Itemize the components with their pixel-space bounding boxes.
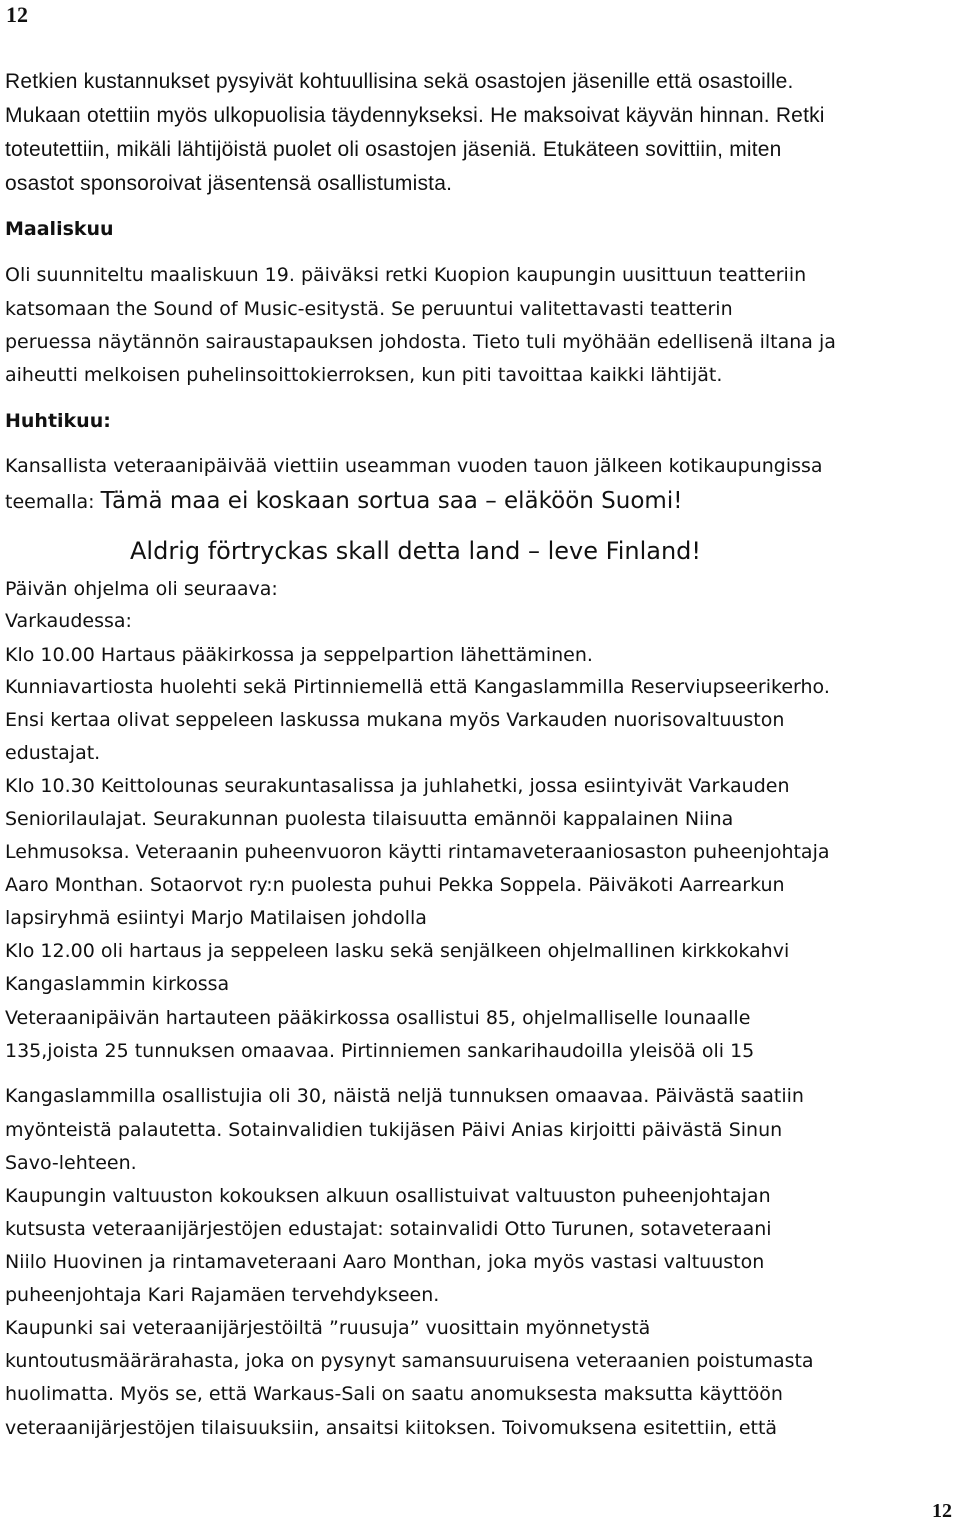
heading-april: Huhtikuu:: [5, 410, 111, 432]
closing-line: veteraanijärjestöjen tilaisuuksiin, ansaitsi kiitoksen. Toivomuksena esitettiin, että: [5, 1417, 778, 1439]
theme-prefix: teemalla:: [5, 491, 101, 513]
program-line: 135,joista 25 tunnuksen omaavaa. Pirtinniemen sankarihaudoilla yleisöä oli 15: [5, 1040, 755, 1062]
program-line: Aaro Monthan. Sotaorvot ry:n puolesta puhui Pekka Soppela. Päiväkoti Aarrearkun: [5, 874, 785, 896]
paragraph-line: osastot sponsoroivat jäsentensä osallistumista.: [5, 172, 453, 195]
closing-line: kutsusta veteraanijärjestöjen edustajat: sotainvalidi Otto Turunen, sotaveteraani: [5, 1218, 772, 1240]
page-number-bottom: 12: [932, 1500, 952, 1522]
program-line: Klo 12.00 oli hartaus ja seppeleen lasku sekä senjälkeen ohjelmallinen kirkkokahvi: [5, 940, 790, 962]
paragraph-line: Oli suunniteltu maaliskuun 19. päiväksi retki Kuopion kaupungin uusittuun teatteriin: [5, 264, 807, 286]
program-line: Varkaudessa:: [5, 610, 132, 632]
program-line: lapsiryhmä esiintyi Marjo Matilaisen johdolla: [5, 907, 427, 929]
closing-line: Kangaslammilla osallistujia oli 30, näistä neljä tunnuksen omaavaa. Päivästä saatiin: [5, 1085, 804, 1107]
program-line: Kunniavartiosta huolehti sekä Pirtinniemellä että Kangaslammilla Reserviupseerikerho.: [5, 676, 830, 698]
theme-text: Tämä maa ei koskaan sortua saa – eläköön Suomi!: [100, 488, 683, 514]
program-line: Klo 10.30 Keittolounas seurakuntasalissa ja juhlahetki, jossa esiintyivät Varkauden: [5, 775, 790, 797]
closing-line: Niilo Huovinen ja rintamaveteraani Aaro Monthan, joka myös vastasi valtuuston: [5, 1251, 765, 1273]
paragraph-line: peruessa näytännön sairaustapauksen johdosta. Tieto tuli myöhään edellisenä iltana ja: [5, 331, 836, 353]
program-line: Klo 10.00 Hartaus pääkirkossa ja seppelpartion lähettäminen.: [5, 644, 593, 666]
program-line: Lehmusoksa. Veteraanin puheenvuoron käytti rintamaveteraaniosaston puheenjohtaja: [5, 841, 830, 863]
program-line: Kangaslammin kirkossa: [5, 973, 230, 995]
theme-line: [5, 488, 955, 514]
closing-line: huolimatta. Myös se, että Warkaus-Sali on saatu anomuksesta maksutta käyttöön: [5, 1383, 783, 1405]
paragraph-line: aiheutti melkoisen puhelinsoittokierroksen, kun piti tavoittaa kaikki lähtijät.: [5, 364, 723, 386]
paragraph-line: toteutettiin, mikäli lähtijöistä puolet oli osastojen jäseniä. Etukäteen sovittiin, miten: [5, 138, 782, 161]
closing-line: Kaupungin valtuuston kokouksen alkuun osallistuivat valtuuston puheenjohtajan: [5, 1185, 771, 1207]
paragraph-line: Mukaan otettiin myös ulkopuolisia täydennykseksi. He maksoivat käyvän hinnan. Retki: [5, 104, 825, 127]
paragraph-line: katsomaan the Sound of Music-esitystä. Se peruuntui valitettavasti teatterin: [5, 298, 733, 320]
program-line: Veteraanipäivän hartauteen pääkirkossa osallistui 85, ohjelmalliselle lounaalle: [5, 1007, 751, 1029]
paragraph-line: Retkien kustannukset pysyivät kohtuullisina sekä osastojen jäsenille että osastoille.: [5, 70, 794, 93]
heading-march: Maaliskuu: [5, 218, 114, 240]
closing-line: puheenjohtaja Kari Rajamäen tervehdykseen.: [5, 1284, 440, 1306]
closing-line: myönteistä palautetta. Sotainvalidien tukijäsen Päivi Anias kirjoitti päivästä Sinun: [5, 1119, 783, 1141]
paragraph-line: Kansallista veteraanipäivää viettiin useamman vuoden tauon jälkeen kotikaupungissa: [5, 455, 823, 477]
page-number-top: 12: [6, 2, 28, 27]
program-line: edustajat.: [5, 742, 101, 764]
program-line: Päivän ohjelma oli seuraava:: [5, 578, 278, 600]
closing-line: kuntoutusmäärärahasta, joka on pysynyt samansuuruisena veteraanien poistumasta: [5, 1350, 814, 1372]
closing-line: Kaupunki sai veteraanijärjestöiltä ”ruusuja” vuosittain myönnetystä: [5, 1317, 651, 1339]
program-line: Seniorilaulajat. Seurakunnan puolesta tilaisuutta emännöi kappalainen Niina: [5, 808, 734, 830]
swedish-theme-line: Aldrig förtryckas skall detta land – leve Finland!: [130, 537, 702, 565]
program-line: Ensi kertaa olivat seppeleen laskussa mukana myös Varkauden nuorisovaltuuston: [5, 709, 785, 731]
closing-line: Savo-lehteen.: [5, 1152, 137, 1174]
